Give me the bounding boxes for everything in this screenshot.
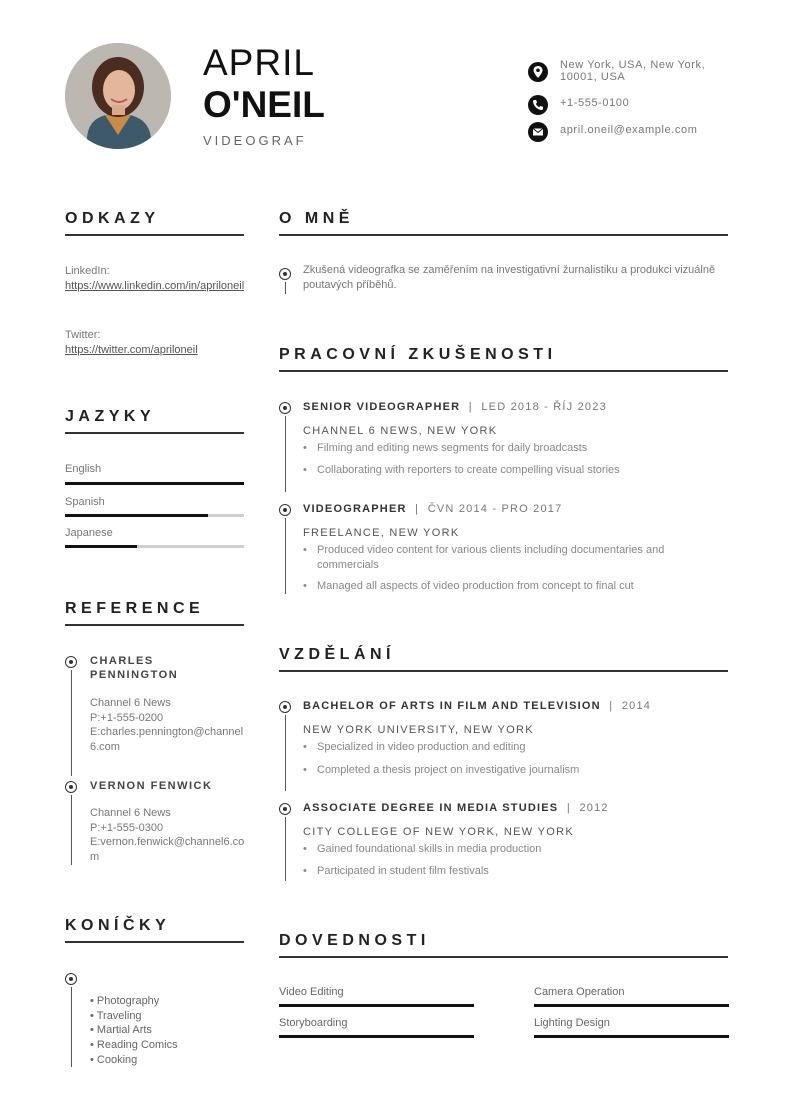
hobby-text: Photography xyxy=(96,995,160,1007)
timeline-line xyxy=(285,518,286,594)
skill-level-fill xyxy=(279,1004,474,1007)
job-bullet-text: Filming and editing news segments for daily broadcasts xyxy=(317,442,588,454)
links-divider xyxy=(65,234,244,236)
education-bullet-text: Participated in student film festivals xyxy=(317,865,489,877)
job-organization: FREELANCE, NEW YORK xyxy=(303,527,460,539)
address-text: New York, USA, New York, 10001, USA xyxy=(560,59,706,83)
reference-name: CHARLES PENNINGTON xyxy=(90,655,179,681)
skills-divider xyxy=(279,956,728,958)
location-pin-icon xyxy=(528,62,548,82)
education-bullet-text: Specialized in video production and editing xyxy=(317,741,526,753)
education-bullet-text: Gained foundational skills in media production xyxy=(317,843,542,855)
email-text: april.oneil@example.com xyxy=(560,124,698,136)
reference-company: Channel 6 News xyxy=(90,697,171,709)
job-bullet-text: Managed all aspects of video production from concept to final cut xyxy=(317,580,634,592)
skills-heading: DOVEDNOSTI xyxy=(279,932,430,949)
hobby-item: • Reading Comics xyxy=(90,1039,178,1052)
timeline-marker xyxy=(279,701,291,713)
envelope-icon xyxy=(528,122,548,142)
job-title-text: VIDEOGRAPHER xyxy=(303,503,407,515)
education-bullet: • Specialized in video production and editing xyxy=(303,740,713,755)
hobby-item: • Martial Arts xyxy=(90,1024,152,1037)
linkedin-link[interactable]: https://www.linkedin.com/in/apriloneil xyxy=(65,280,245,292)
degree-title: BACHELOR OF ARTS IN FILM AND TELEVISION xyxy=(303,700,601,712)
hobbies-heading: KONÍČKY xyxy=(65,917,171,934)
language-level-bar xyxy=(65,482,244,485)
skill-level-bar xyxy=(279,1004,474,1007)
education-heading: VZDĚLÁNÍ xyxy=(279,646,395,663)
experience-divider xyxy=(279,370,728,372)
hobby-text: Traveling xyxy=(96,1009,142,1022)
hobby-text: Reading Comics xyxy=(96,1039,178,1052)
education-divider xyxy=(279,670,728,672)
education-institution: NEW YORK UNIVERSITY, NEW YORK xyxy=(303,724,534,736)
job-bullet-text: Collaborating with reporters to create compelling visual stories xyxy=(317,464,620,476)
degree-title: ASSOCIATE DEGREE IN MEDIA STUDIES xyxy=(303,802,559,814)
job-bullet: • Collaborating with reporters to create compelling visual stories xyxy=(303,463,713,478)
timeline-line xyxy=(285,715,286,791)
education-bullet-text: Completed a thesis project on investigative journalism xyxy=(317,764,580,776)
language-level-fill xyxy=(65,514,208,517)
education-institution: CITY COLLEGE OF NEW YORK, NEW YORK xyxy=(303,826,574,838)
last-name: O'NEIL xyxy=(203,84,325,125)
timeline-marker xyxy=(279,504,291,516)
timeline-line xyxy=(71,670,72,776)
about-heading: O MNĚ xyxy=(279,210,354,227)
education-bullet: • Completed a thesis project on investigative journalism xyxy=(303,763,713,778)
job-bullet-text: Produced video content for various clients including documentaries and commercials xyxy=(317,544,665,571)
skill-level-fill xyxy=(279,1035,474,1038)
job-header: SENIOR VIDEOGRAPHER | LED 2018 - ŘÍJ 2023 xyxy=(303,401,607,413)
education-year: 2012 xyxy=(579,802,609,814)
job-header: VIDEOGRAPHER | ČVN 2014 - PRO 2017 xyxy=(303,503,563,515)
reference-email: E:charles.pennington@channel6.com xyxy=(90,726,244,753)
phone-text: +1-555-0100 xyxy=(560,97,630,109)
job-organization: CHANNEL 6 NEWS, NEW YORK xyxy=(303,425,498,437)
job-bullet: • Produced video content for various clients including documentaries and commercials xyxy=(303,543,713,573)
language-name: Spanish xyxy=(65,496,105,508)
job-title: VIDEOGRAF xyxy=(203,133,307,148)
timeline-marker xyxy=(65,973,77,985)
timeline-line xyxy=(71,795,72,865)
hobby-text: Cooking xyxy=(96,1053,138,1066)
education-bullet: • Gained foundational skills in media production xyxy=(303,842,713,857)
timeline-marker xyxy=(279,268,291,280)
job-bullet: • Managed all aspects of video production from concept to final cut xyxy=(303,579,713,594)
languages-heading: JAZYKY xyxy=(65,408,156,425)
references-divider xyxy=(65,624,244,626)
job-dates: ČVN 2014 - PRO 2017 xyxy=(427,503,563,515)
timeline-marker xyxy=(65,656,77,668)
education-year: 2014 xyxy=(621,700,652,712)
job-bullet: • Filming and editing news segments for daily broadcasts xyxy=(303,441,713,456)
experience-heading: PRACOVNÍ ZKUŠENOSTI xyxy=(279,346,557,363)
about-text: Zkušená videografka se zaměřením na investigativní žurnalistiku a produkci vizuálně poutavých příběhů. xyxy=(303,264,716,291)
skill-level-fill xyxy=(534,1004,729,1007)
hobbies-divider xyxy=(65,941,244,943)
skill-level-bar xyxy=(279,1035,474,1038)
links-heading: ODKAZY xyxy=(65,210,160,227)
timeline-marker xyxy=(279,402,291,414)
twitter-link[interactable]: https://twitter.com/apriloneil xyxy=(65,344,198,356)
education-header: ASSOCIATE DEGREE IN MEDIA STUDIES | 2012 xyxy=(303,802,609,814)
timeline-marker xyxy=(279,803,291,815)
about-divider xyxy=(279,234,728,236)
reference-email: E:vernon.fenwick@channel6.com xyxy=(90,836,245,863)
skill-name: Storyboarding xyxy=(279,1017,348,1029)
reference-company: Channel 6 News xyxy=(90,807,171,819)
skill-name: Camera Operation xyxy=(534,986,625,998)
timeline-line xyxy=(285,817,286,881)
profile-photo xyxy=(65,43,171,149)
reference-phone: P:+1-555-0300 xyxy=(90,822,164,834)
job-dates: LED 2018 - ŘÍJ 2023 xyxy=(481,401,607,413)
job-title-text: SENIOR VIDEOGRAPHER xyxy=(303,401,461,413)
first-name: APRIL xyxy=(203,42,315,83)
reference-name: VERNON FENWICK xyxy=(90,780,213,792)
skill-level-fill xyxy=(534,1035,729,1038)
phone-icon xyxy=(528,95,548,115)
timeline-line xyxy=(71,987,72,1067)
language-name: English xyxy=(65,463,102,475)
languages-divider xyxy=(65,432,244,434)
language-level-fill xyxy=(65,545,137,548)
skill-level-bar xyxy=(534,1004,729,1007)
twitter-label: Twitter: xyxy=(65,329,101,341)
education-bullet: • Participated in student film festivals xyxy=(303,864,713,879)
skill-name: Video Editing xyxy=(279,986,344,998)
education-header: BACHELOR OF ARTS IN FILM AND TELEVISION | 2014 xyxy=(303,700,652,712)
timeline-line xyxy=(285,416,286,492)
language-name: Japanese xyxy=(65,527,113,539)
skill-level-bar xyxy=(534,1035,729,1038)
linkedin-label: LinkedIn: xyxy=(65,265,110,277)
hobby-item: • Traveling xyxy=(90,1009,142,1022)
hobbies-list xyxy=(90,994,178,1068)
skill-name: Lighting Design xyxy=(534,1017,610,1029)
timeline-line xyxy=(285,282,286,294)
hobby-item: • Photography xyxy=(90,995,160,1007)
language-level-fill xyxy=(65,482,244,485)
hobby-item: • Cooking xyxy=(90,1053,138,1066)
timeline-marker xyxy=(65,781,77,793)
hobby-text: Martial Arts xyxy=(96,1024,152,1037)
language-level-bar xyxy=(65,514,244,517)
reference-phone: P:+1-555-0200 xyxy=(90,712,164,724)
language-level-bar xyxy=(65,545,244,548)
references-heading: REFERENCE xyxy=(65,600,205,617)
